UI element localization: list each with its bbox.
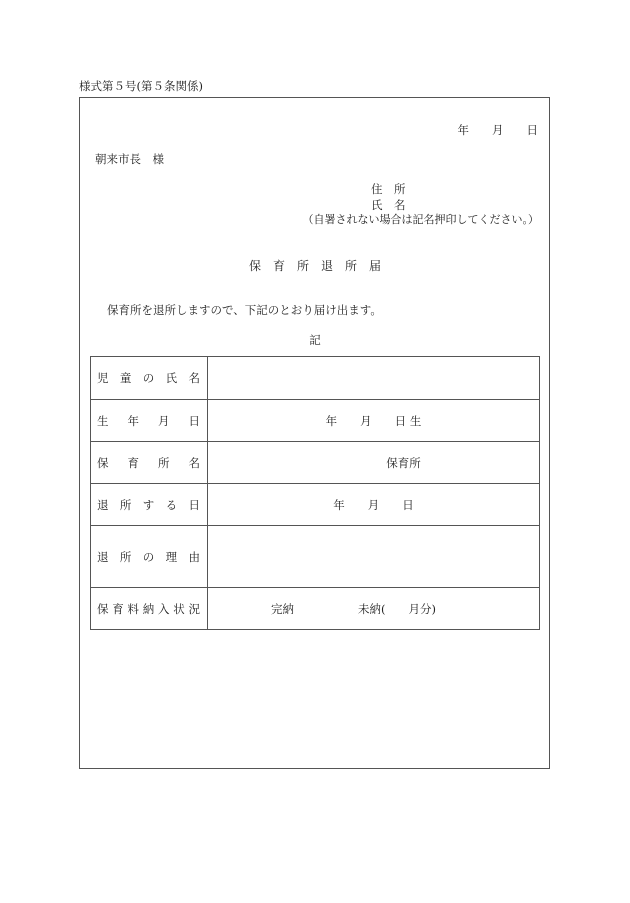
leave-reason-field (208, 526, 540, 588)
row-label: 退所する日 (91, 484, 208, 526)
table-row (91, 588, 540, 630)
addressee: 朝来市長 様 (95, 152, 164, 166)
ki-label: 記 (309, 333, 321, 347)
row-label: 保育料納入状況 (91, 588, 208, 630)
intro-text: 保育所を退所しますので、下記のとおり届け出ます。 (107, 303, 382, 317)
row-label: 保育所名 (91, 442, 208, 484)
fee-paid-option: 完納 (271, 601, 294, 616)
address-label: 住 所 (371, 182, 406, 196)
leave-date-field: 年 月 日 (208, 484, 540, 526)
table-row (91, 357, 540, 400)
row-label: 生年月日 (91, 400, 208, 442)
child-name-field (208, 357, 540, 400)
document-title: 保 育 所 退 所 届 (248, 259, 381, 273)
table-row (91, 526, 540, 588)
date-line: 年 月 日 (457, 123, 538, 137)
table-row (91, 442, 540, 484)
name-label: 氏 名 (371, 198, 406, 212)
row-label: 退所の理由 (91, 526, 208, 588)
birthdate-field: 年 月 日 生 (208, 400, 540, 442)
table-row (91, 400, 540, 442)
table-row (91, 484, 540, 526)
row-label: 児童の氏名 (91, 357, 208, 400)
fee-status-field (208, 588, 540, 630)
form-number-label: 様式第５号(第５条関係) (79, 79, 203, 93)
nursery-name-field: 保育所 (208, 442, 540, 484)
info-table (90, 356, 540, 630)
signature-note: （自署されない場合は記名押印してください。） (302, 213, 539, 226)
fee-unpaid-option: 未納( 月分) (358, 601, 436, 616)
